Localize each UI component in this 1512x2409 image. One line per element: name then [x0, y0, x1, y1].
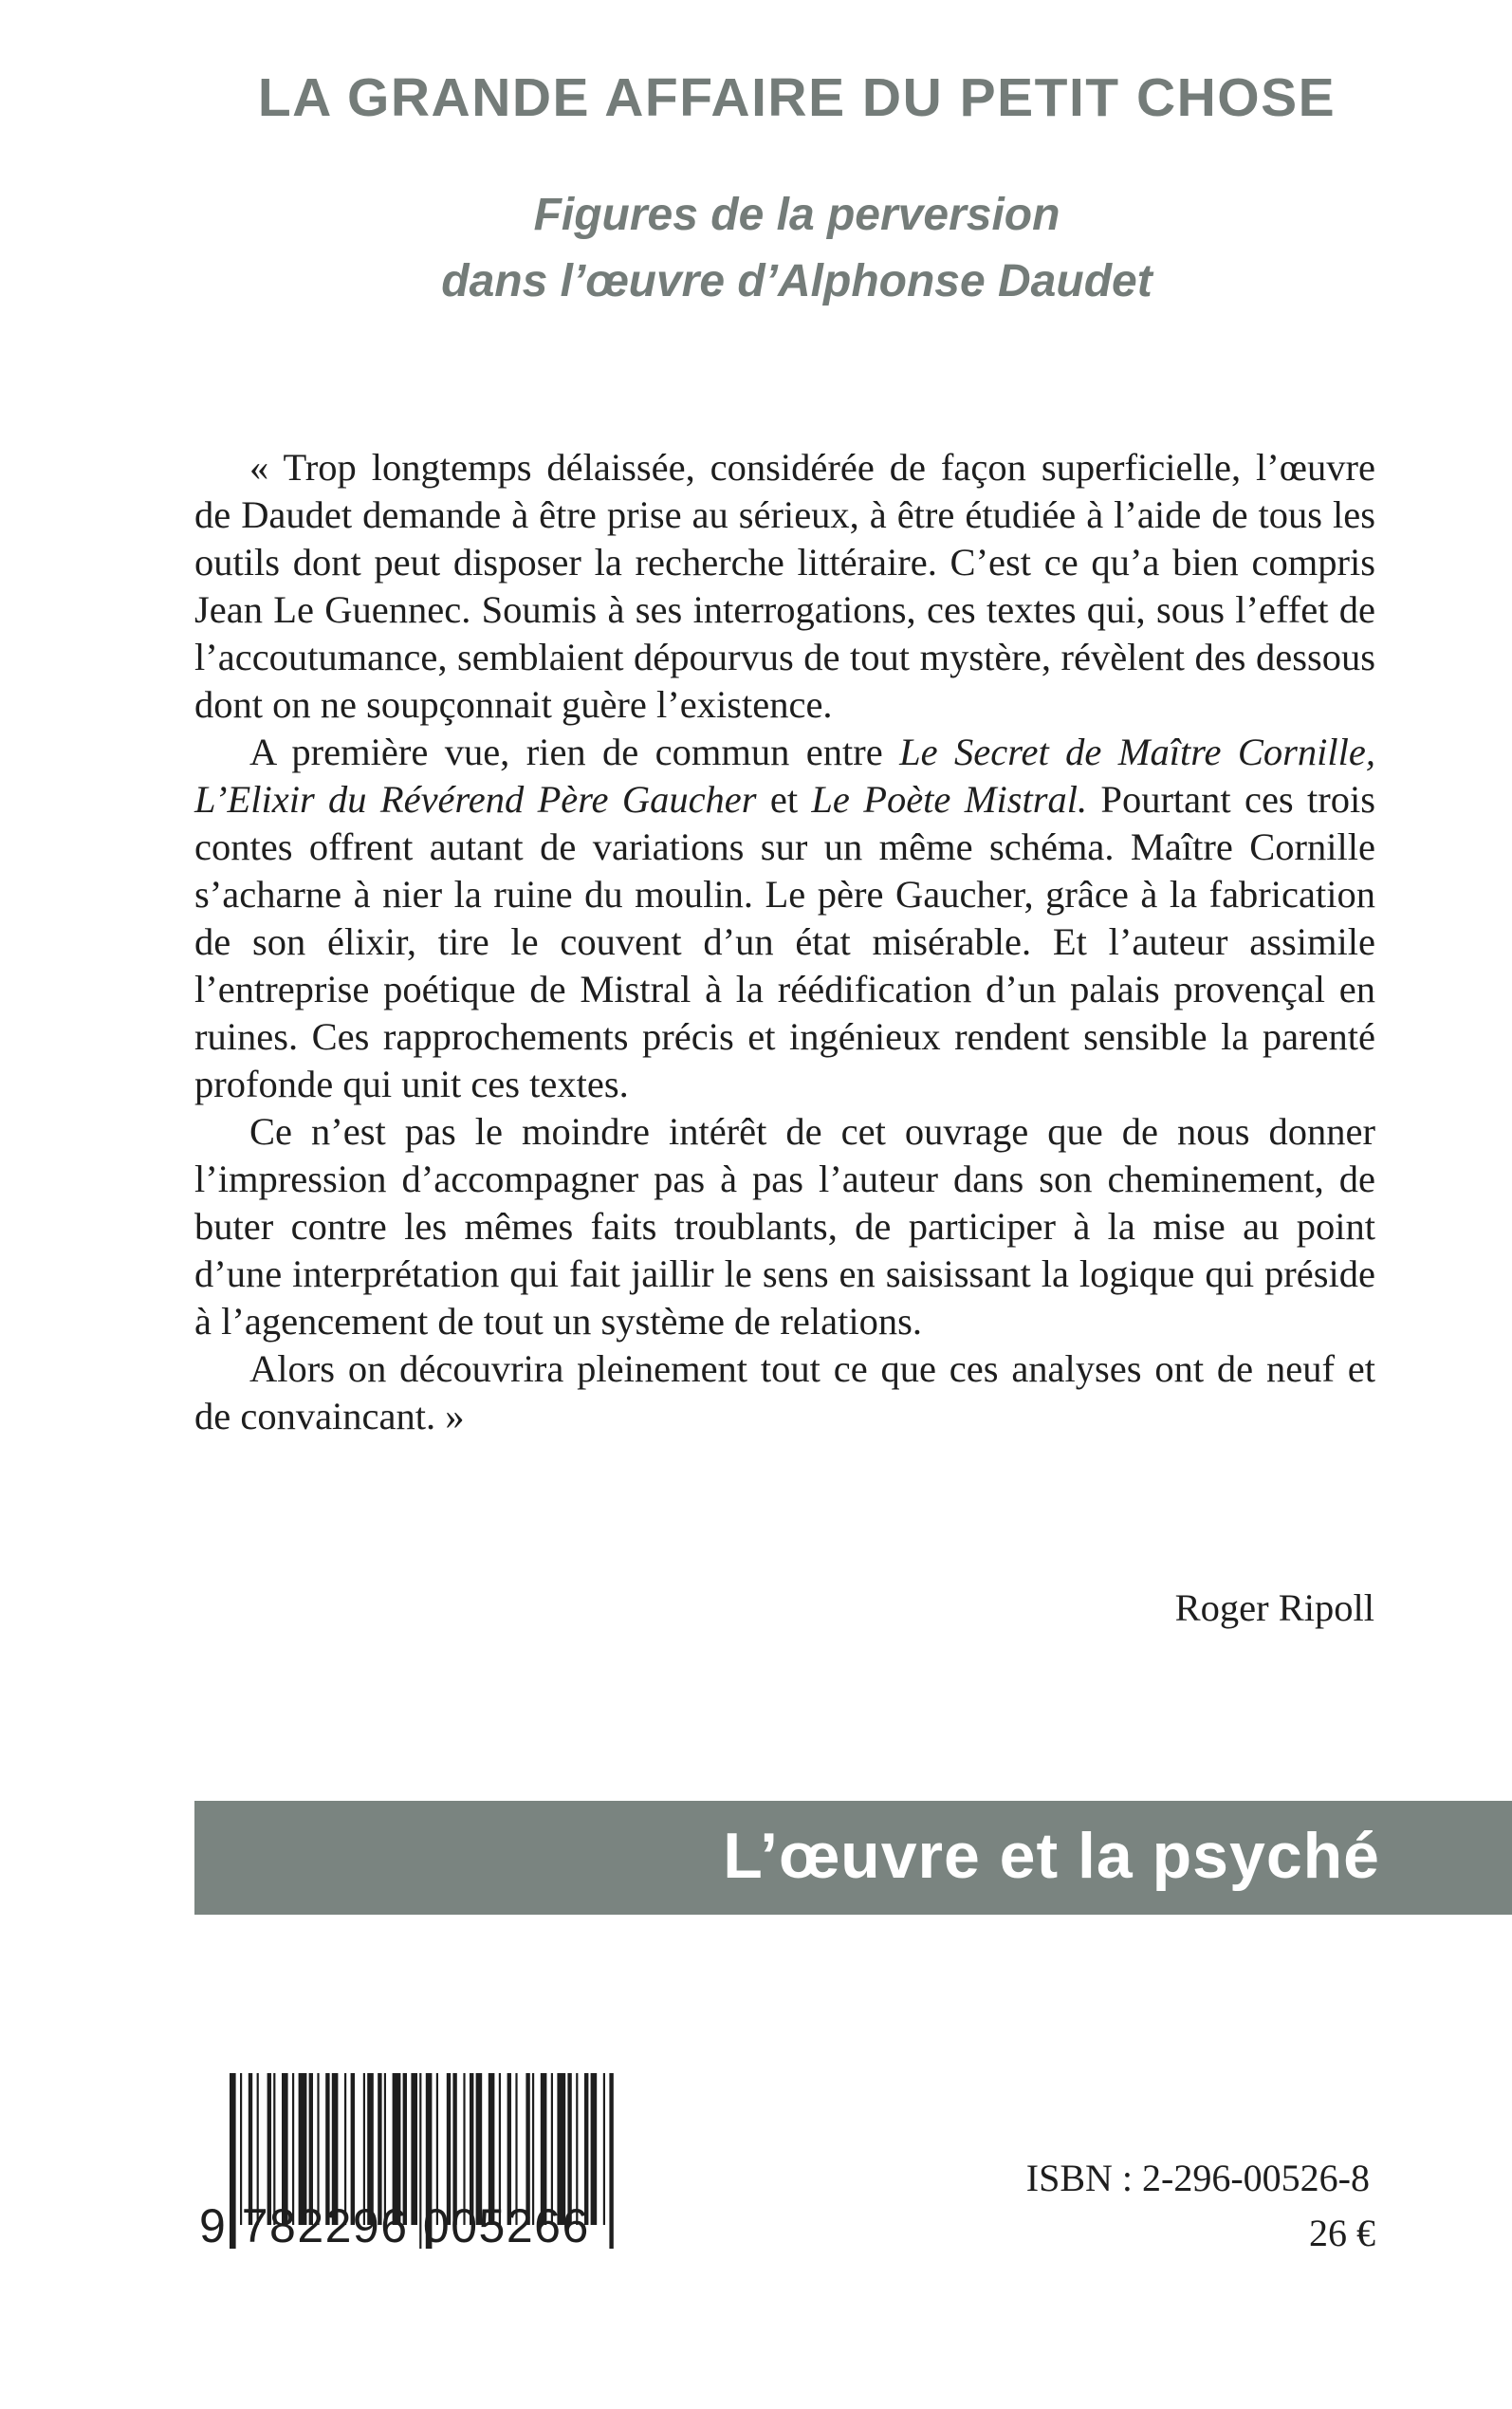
paragraph-2-intro: A première vue, rien de commun entre — [249, 731, 900, 773]
subtitle-line-2: dans l’œuvre d’Alphonse Daudet — [441, 256, 1152, 306]
work-title-cornille-gaucher: Le Secret de Maître Cornille, L’Elixir du Révérend Père Gaucher — [194, 731, 1375, 821]
blurb-paragraph-1: « Trop longtemps délaissée, considérée de façon superficielle, l’œuvre de Daudet demande à être prise au sérieux, à être étudiée à l’aide de tous les outils dont peut disposer la recherche littéraire. C’est ce qu’a bien compris Jean Le Guennec. Soumis à ses interrogations, ces textes qui, sous l’effet de l’accoutumance, semblaient dépourvus de tout mystère, révèlent des dessous dont on ne soupçonnait guère l’existence. — [194, 446, 1375, 726]
book-title: LA GRANDE AFFAIRE DU PETIT CHOSE — [257, 67, 1337, 128]
blurb-paragraph-3: Ce n’est pas le moindre intérêt de cet ouvrage que de nous donner l’impression d’accompagner pas à pas l’auteur dans son cheminement, de buter contre les mêmes faits troublants, de participer à la mise au point d’une interprétation qui fait jaillir le sens en saisissant la logique qui préside à l’agencement de tout un système de relations. — [194, 1110, 1375, 1343]
work-title-poete-mistral: Le Poète Mistral. — [811, 778, 1088, 821]
paragraph-2-conjunction: et — [756, 778, 812, 821]
collection-banner — [194, 1801, 1512, 1915]
collection-name: L’œuvre et la psyché — [723, 1820, 1380, 1892]
isbn-number: ISBN : 2-296-00526-8 — [1025, 2157, 1370, 2199]
barcode-number: 9 782296 005266 — [199, 2199, 590, 2252]
book-subtitle — [152, 182, 1442, 315]
paragraph-2-body: Pourtant ces trois contes offrent autant de variations sur un même schéma. Maître Cornille s’acharne à nier la ruine du moulin. Le père Gaucher, grâce à la fabrication de son élixir, tire le couvent d’un état misérable. Et l’auteur assimile l’entreprise poétique de Mistral à la réédification d’un palais provençal en ruines. Ces rapprochements précis et ingénieux rendent sensible la parenté profonde qui unit ces textes. — [194, 778, 1375, 1105]
price-label: 26 € — [1309, 2212, 1375, 2254]
author-signature: Roger Ripoll — [1174, 1586, 1374, 1629]
blurb-paragraph-4: Alors on découvrira pleinement tout ce que ces analyses ont de neuf et de convaincant. » — [194, 1347, 1375, 1437]
back-cover-blurb — [194, 444, 1375, 1440]
subtitle-line-1: Figures de la perversion — [533, 190, 1060, 240]
blurb-paragraph-2 — [194, 729, 1375, 1108]
